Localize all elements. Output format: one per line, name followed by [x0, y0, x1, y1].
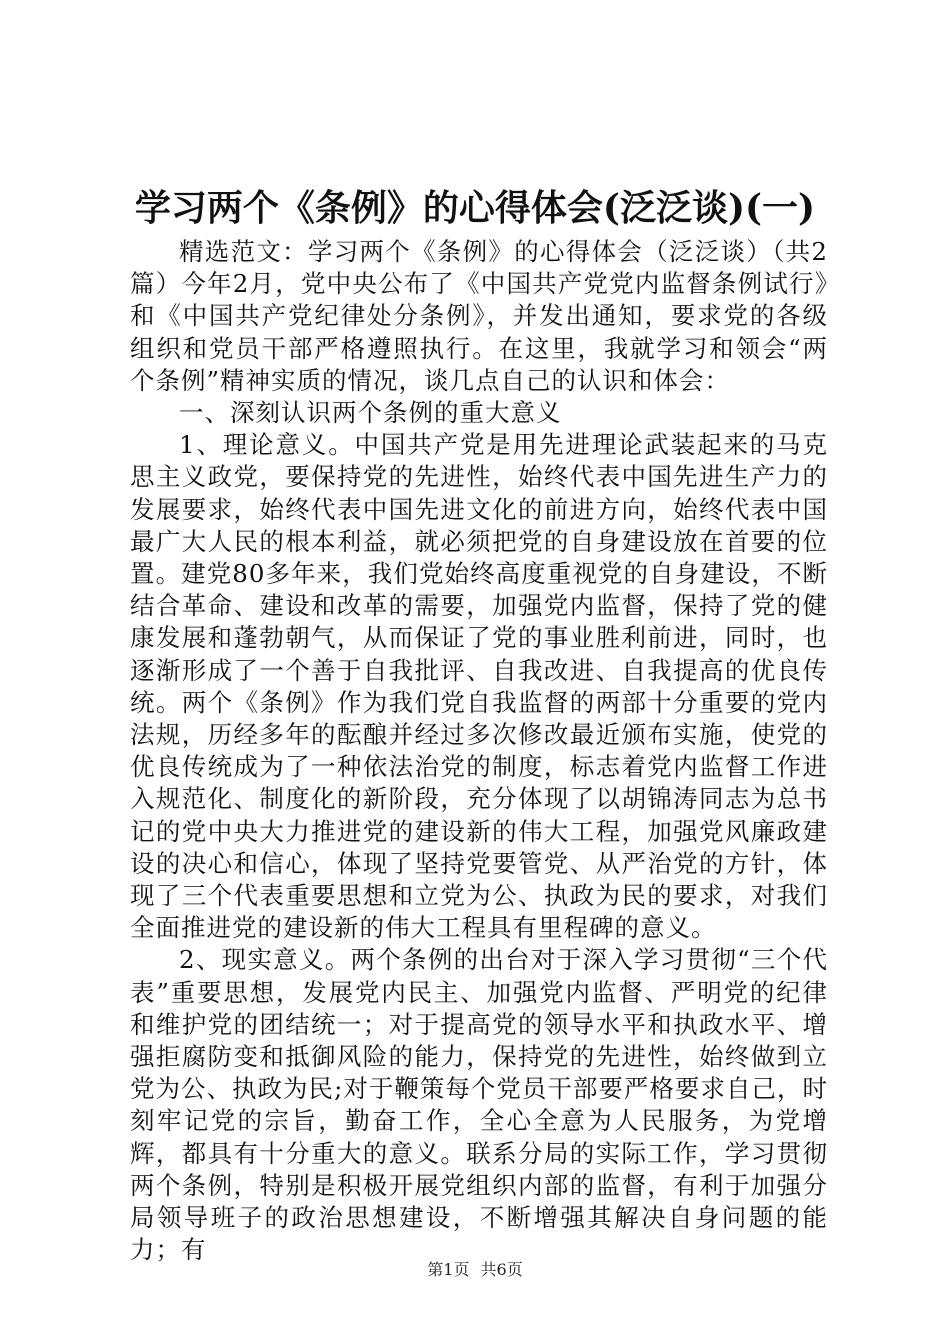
paragraph-theory: 1、理论意义。中国共产党是用先进理论武装起来的马克思主义政党，要保持党的先进性，始终代表中国先进生产力的发展要求，始终代表中国先进文化的前进方向，始终代表中国最广大人民的根本利益，就必须把党的自身建设放在首要的位置。建党80多年来，我们党始终高度重视党的自身建设，不断结合革命、建设和改革的需要，加强党内监督，保持了党的健康发展和蓬勃朝气，从而保证了党的事业胜利前进，同时，也逐渐形成了一个善于自我批评、自我改进、自我提高的优良传统。两个《条例》作为我们党自我监督的两部十分重要的党内法规，历经多年的酝酿并经过多次修改最近颁布实施，使党的优良传统成为了一种依法治党的制度，标志着党内监督工作进入规范化、制度化的新阶段，充分体现了以胡锦涛同志为总书记的党中央大力推进党的建设新的伟大工程，加强党风廉政建设的决心和信心，体现了坚持党要管党、从严治党的方针，体现了三个代表重要思想和立党为公、执政为民的要求，对我们全面推进党的建设新的伟大工程具有里程碑的意义。	[130, 430, 828, 943]
paragraph-intro: 精选范文：学习两个《条例》的心得体会（泛泛谈）（共2篇）今年2月，党中央公布了《中国共产党党内监督条例试行》和《中国共产党纪律处分条例》，并发出通知，要求党的各级组织和党员干部严格遵照执行。在这里，我就学习和领会“两个条例”精神实质的情况，谈几点自己的认识和体会：	[130, 237, 828, 395]
document-title: 学习两个《条例》的心得体会(泛泛谈)(一)	[134, 187, 816, 229]
paragraph-practice: 2、现实意义。两个条例的出台对于深入学习贯彻“三个代表”重要思想，发展党内民主、加强党内监督、严明党的纪律和维护党的团结统一；对于提高党的领导水平和执政水平、增强拒腐防变和抵御风险的能力，保持党的先进性，始终做到立党为公、执政为民;对于鞭策每个党员干部要严格要求自己，时刻牢记党的宗旨，勤奋工作，全心全意为人民服务，为党增辉，都具有十分重大的意义。联系分局的实际工作，学习贯彻两个条例，特别是积极开展党组织内部的监督，有利于加强分局领导班子的政治思想建设，不断增强其解决自身问题的能力；有	[130, 945, 828, 1265]
page-total: 共6页	[480, 1260, 523, 1279]
page-number: 第1页	[427, 1260, 470, 1279]
section-heading: 一、深刻认识两个条例的重大意义	[179, 398, 562, 428]
document-body	[130, 236, 828, 1267]
page-footer	[0, 1260, 950, 1280]
